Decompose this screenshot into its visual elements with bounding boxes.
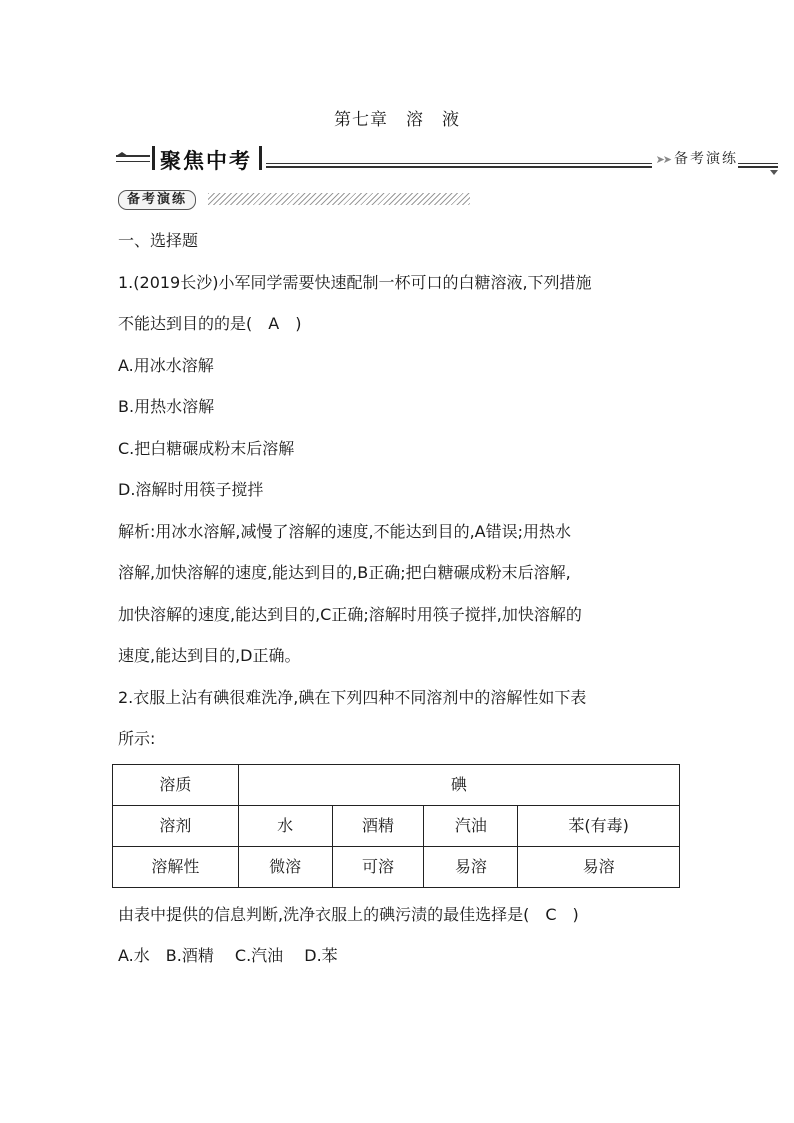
triangle-down-icon xyxy=(770,170,778,175)
double-arrow-icon: ➤➤ xyxy=(655,153,670,166)
table-row-label: 溶解性 xyxy=(113,846,239,887)
table-cell: 酒精 xyxy=(332,805,424,846)
section-tag xyxy=(652,148,738,168)
table-row xyxy=(113,764,680,805)
q1-analysis-line-3: 加快溶解的速度,能达到目的,C正确;溶解时用筷子搅拌,加快溶解的 xyxy=(118,604,582,624)
table-cell-solute: 碘 xyxy=(238,764,679,805)
table-cell: 易溶 xyxy=(424,846,518,887)
content xyxy=(118,220,683,977)
table-cell: 苯(有毒) xyxy=(518,805,680,846)
q2-stem-line-1: 2.衣服上沾有碘很难洗净,碘在下列四种不同溶剂中的溶解性如下表 xyxy=(118,687,587,707)
sub-banner-label: 备考演练 xyxy=(118,190,196,210)
section-tag-label: 备考演练 xyxy=(674,151,738,167)
table-cell: 微溶 xyxy=(238,846,332,887)
table-row-label: 溶剂 xyxy=(113,805,239,846)
table-cell: 可溶 xyxy=(332,846,424,887)
section-header xyxy=(116,143,778,173)
header-right-bar xyxy=(259,146,262,170)
q2-stem-line-2: 所示: xyxy=(118,729,156,748)
q1-stem-line-1: 1.(2019长沙)小军同学需要快速配制一杯可口的白糖溶液,下列措施 xyxy=(118,272,592,292)
q1-analysis-line-4: 速度,能达到目的,D正确。 xyxy=(118,646,301,665)
solubility-table xyxy=(112,764,680,888)
q1-option-c: C.把白糖碾成粉末后溶解 xyxy=(118,438,295,458)
table-row xyxy=(113,846,680,887)
header-lead-decoration xyxy=(116,155,150,162)
q2-question-line: 由表中提供的信息判断,洗净衣服上的碘污渍的最佳选择是( C ) xyxy=(118,904,579,924)
section-heading: 一、选择题 xyxy=(118,231,199,250)
table-cell: 易溶 xyxy=(518,846,680,887)
q1-stem-line-2: 不能达到目的的是( A ) xyxy=(118,314,302,333)
q1-analysis-line-1: 解析:用冰水溶解,减慢了溶解的速度,不能达到目的,A错误;用热水 xyxy=(118,521,571,541)
header-left-bar xyxy=(152,146,155,170)
q1-analysis-line-2: 溶解,加快溶解的速度,能达到目的,B正确;把白糖碾成粉末后溶解, xyxy=(118,563,571,582)
q2-options-line: A.水 B.酒精 C.汽油 D.苯 xyxy=(118,946,338,965)
q1-option-b: B.用热水溶解 xyxy=(118,397,215,416)
q1-option-a: A.用冰水溶解 xyxy=(118,355,214,375)
section-title: 聚焦中考 xyxy=(160,149,252,173)
q1-option-d: D.溶解时用筷子搅拌 xyxy=(118,480,264,499)
sub-banner-hatch xyxy=(208,193,470,205)
table-cell: 水 xyxy=(238,805,332,846)
table-row-label: 溶质 xyxy=(113,764,239,805)
table-cell: 汽油 xyxy=(424,805,518,846)
sub-banner xyxy=(118,190,470,210)
chapter-title: 第七章 溶 液 xyxy=(334,110,460,130)
table-row xyxy=(113,805,680,846)
